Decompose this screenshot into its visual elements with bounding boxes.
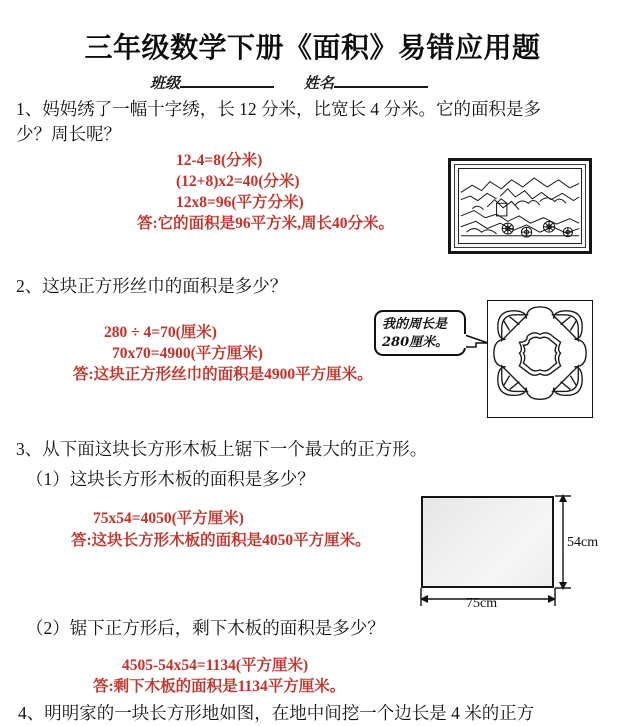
student-info-line (150, 72, 428, 93)
class-field-label: 班级 (150, 74, 181, 92)
question-1-answer-line-2: (12+8)x2=40(分米) (176, 173, 300, 190)
picture-mat (454, 164, 586, 248)
board-height-label: 54cm (567, 535, 599, 550)
question-3-statement: 3、从下面这块长方形木板上锯下一个最大的正方形。 (16, 439, 428, 459)
scarf-pattern-icon (488, 301, 592, 417)
perimeter-callout-bubble (374, 310, 466, 356)
board-width-label: 75cm (466, 596, 498, 611)
class-field-blank[interactable] (180, 86, 274, 88)
question-2-statement: 2、这块正方形丝巾的面积是多少？ (16, 276, 288, 296)
question-3-part-2-label: （2）锯下正方形后，剩下木板的面积是多少？ (26, 618, 385, 638)
framed-cross-stitch-figure (448, 158, 592, 254)
question-3-part-2-answer-line-1: 4505-54x54=1134(平方厘米) (122, 657, 309, 674)
callout-line-1: 我的周长是 (382, 317, 448, 332)
callout-line-2: 280厘米。 (382, 335, 449, 350)
question-4-statement: 4、明明家的一块长方形地如图，在地中间挖一个边长是 4 米的正方 (18, 703, 535, 723)
square-silk-scarf-figure (487, 300, 593, 418)
name-field-blank[interactable] (334, 86, 428, 88)
question-1-statement-line-2: 少？周长呢？ (16, 124, 121, 144)
question-3-part-1-label: （1）这块长方形木板的面积是多少？ (26, 469, 315, 489)
question-3-part-2-answer-line-2: 答:剩下木板的面积是1134平方厘米。 (93, 678, 346, 695)
question-3-part-1-answer-line-1: 75x54=4050(平方厘米) (93, 510, 244, 527)
question-1-statement-line-1: 1、妈妈绣了一幅十字绣，长 12 分米，比宽长 4 分米。它的面积是多 (16, 99, 541, 119)
question-2-answer-line-3: 答:这块正方形丝巾的面积是4900平方厘米。 (73, 366, 373, 383)
question-1-answer-line-3: 12x8=96(平方分米) (176, 194, 304, 211)
question-2-answer-line-1: 280 ÷ 4=70(厘米) (104, 324, 217, 341)
question-1-answer-line-1: 12-4=8(分米) (176, 152, 263, 169)
landscape-line-art-icon (459, 169, 581, 243)
question-3-part-1-answer-line-2: 答:这块长方形木板的面积是4050平方厘米。 (71, 532, 371, 549)
name-field-label: 姓名 (304, 74, 335, 92)
question-1-answer-line-4: 答:它的面积是96平方米,周长40分米。 (137, 215, 395, 232)
question-2-answer-line-2: 70x70=4900(平方厘米) (112, 345, 263, 362)
picture-artwork (458, 168, 582, 244)
page-title: 三年级数学下册《面积》易错应用题 (84, 31, 541, 64)
